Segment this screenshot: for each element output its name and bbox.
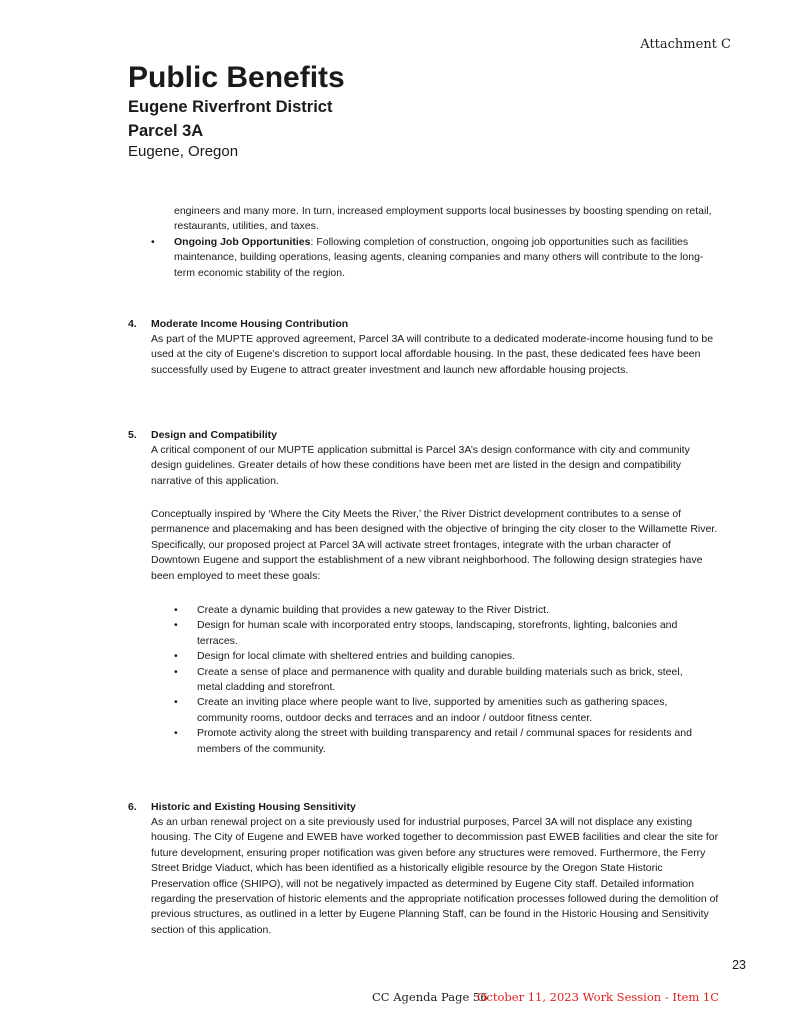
section-number: 6. <box>128 801 137 813</box>
session-label: October 11, 2023 Work Session - Item 1C <box>477 990 720 1004</box>
continued-paragraph: engineers and many more. In turn, increased employment supports local businesses by boosting spending on retail, restaurants, utilities, and taxes. <box>174 205 712 233</box>
list-item-text: Design for local climate with sheltered entries and building canopies. <box>197 650 516 663</box>
section-paragraph-2: Conceptually inspired by ‘Where the City Meets the River,’ the River District development contributes to a sense of permanence and placemaking and has been designed with the objective of bringing the city closer to the Willamette River. Specifically, our proposed project at Parcel 3A will activate street frontages, integrate with the urban character of Downtown Eugene and support the establishment of a new vibrant neighborhood. The following design strategies have been employed to meet these goals: <box>151 508 718 582</box>
bullet-icon: • <box>151 236 155 248</box>
design-strategies-list <box>174 603 704 757</box>
attachment-label: Attachment C <box>640 37 731 52</box>
list-item <box>174 649 704 664</box>
project-name: Eugene Riverfront District <box>128 98 333 116</box>
bullet-icon: • <box>174 727 178 740</box>
bullet-text: : Following completion of construction, ongoing job opportunities such as facilities maintenance, building operations, leasing agents, cleaning companies and many others will contribute to the long-term economic stability of the region. <box>174 236 704 279</box>
section-heading: Design and Compatibility <box>151 429 278 441</box>
page-title: Public Benefits <box>128 61 345 94</box>
project-location: Eugene, Oregon <box>128 143 239 160</box>
section-paragraph: As an urban renewal project on a site previously used for industrial purposes, Parcel 3A will not displace any existing housing. The City of Eugene and EWEB have worked together to decommission past EWEB facilities and clear the site for future development, ensuring proper notification was given before any structures were removed. Furthermore, the Ferry Street Bridge Viaduct, which has been identified as a historically eligible resource by the Oregon State Historic Preservation office (SHIPO), will not be negatively impacted as determined by Eugene City staff. Detailed information regarding the preservation of historic elements and the appropriate notification processes followed during the demolition of previous structures, as outlined in a letter by Eugene Planning Staff, can be found in the Historic Housing and Sensitivity section of this application. <box>151 816 719 936</box>
list-item <box>174 665 704 696</box>
list-item-text: Promote activity along the street with building transparency and retail / communal spaces for residents and members of the community. <box>197 727 692 755</box>
bullet-icon: • <box>174 604 178 616</box>
list-item <box>174 603 704 618</box>
section-heading: Moderate Income Housing Contribution <box>151 318 349 330</box>
list-item-text: Create a dynamic building that provides a new gateway to the River District. <box>197 604 549 616</box>
bullet-icon: • <box>174 650 178 663</box>
bullet-icon: • <box>174 619 178 632</box>
section-heading: Historic and Existing Housing Sensitivity <box>151 801 356 813</box>
list-item-text <box>174 235 721 281</box>
list-item-text: Create an inviting place where people want to live, supported by amenities such as gathering spaces, community rooms, outdoor decks and terraces and an indoor / outdoor fitness center. <box>197 696 668 724</box>
section-paragraph: As part of the MUPTE approved agreement, Parcel 3A will contribute to a dedicated moderate-income housing fund to be used at the city of Eugene’s discretion to support local affordable housing. In the past, these dedicated fees have been successfully used by Eugene to attract greater investment and launch new affordable housing projects. <box>151 333 714 376</box>
bullet-icon: • <box>174 696 178 709</box>
section-paragraph: A critical component of our MUPTE application submittal is Parcel 3A’s design conformance with city and community design guidelines. Greater details of how these conditions have been met are listed in the design and compatibility narrative of this application. <box>151 444 690 487</box>
agenda-page: CC Agenda Page 56 <box>372 990 488 1004</box>
bullet-label: Ongoing Job Opportunities <box>174 236 311 248</box>
list-item <box>174 695 704 726</box>
parcel-name: Parcel 3A <box>128 122 204 140</box>
list-item <box>174 618 704 649</box>
list-item <box>174 726 704 757</box>
section-number: 5. <box>128 429 137 441</box>
list-item-text: Create a sense of place and permanence with quality and durable building materials such as brick, steel, metal cladding and storefront. <box>197 665 683 694</box>
section-number: 4. <box>128 318 137 330</box>
bullet-icon: • <box>174 665 178 678</box>
list-item-text: Design for human scale with incorporated entry stoops, landscaping, storefronts, lighting, balconies and terraces. <box>197 619 678 647</box>
page-number: 23 <box>732 958 746 972</box>
